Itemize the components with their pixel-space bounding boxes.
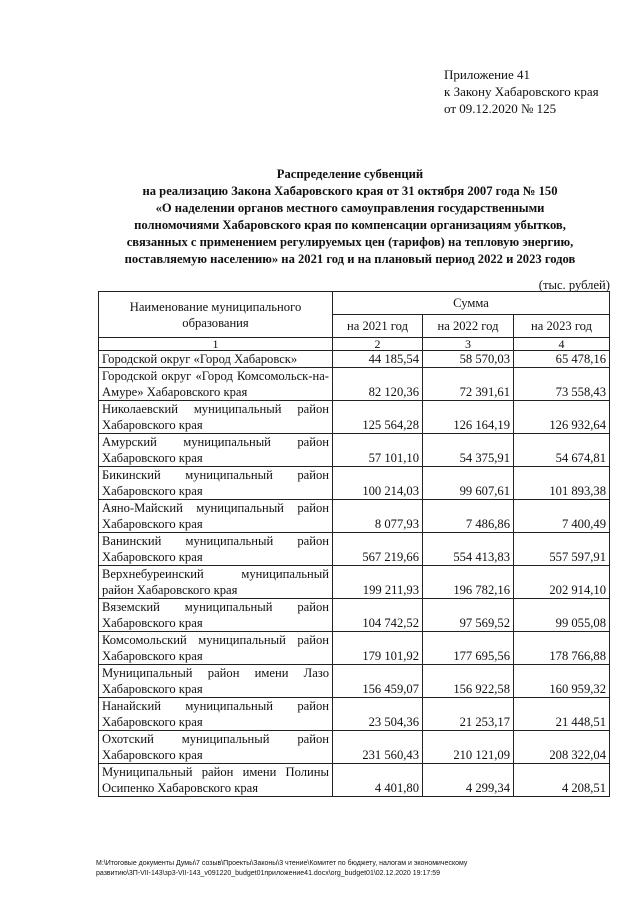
column-number-4: 4 [514,338,610,351]
table-row [99,632,610,665]
table-row [99,434,610,467]
title-line-1: Распределение субвенций [276,167,424,181]
municipality-name: Городской округ «Город Комсомольск-на-Амуре» Хабаровского края [99,368,333,401]
header-year-2021: на 2021 год [333,315,423,338]
table-row [99,351,610,368]
municipality-name: Нанайский муниципальный район Хабаровского края [99,698,333,731]
amount-2023: 21 448,51 [514,698,610,731]
amount-2023: 99 055,08 [514,599,610,632]
title-line-2: на реализацию Закона Хабаровского края от 31 октября 2007 года № 150 [142,184,558,198]
amount-2023: 7 400,49 [514,500,610,533]
amount-2022: 7 486,86 [423,500,514,533]
header-sum: Сумма [333,292,610,315]
amount-2022: 554 413,83 [423,533,514,566]
municipality-name: Верхнебуреинский муниципальный район Хабаровского края [99,566,333,599]
header-municipality: Наименование муниципального образования [99,292,333,338]
table-row [99,500,610,533]
amount-2021: 125 564,28 [333,401,423,434]
amount-2023: 126 932,64 [514,401,610,434]
title-line-6: поставляемую населению» на 2021 год и на плановый период 2022 и 2023 годов [124,252,576,266]
table-header-row [99,292,610,315]
table-row [99,731,610,764]
amount-2022: 58 570,03 [423,351,514,368]
amount-2023: 4 208,51 [514,764,610,797]
municipality-name: Комсомольский муниципальный район Хабаровского края [99,632,333,665]
amount-2022: 210 121,09 [423,731,514,764]
table-row [99,566,610,599]
column-number-3: 3 [423,338,514,351]
table-row [99,467,610,500]
municipality-name: Муниципальный район имени Полины Осипенко Хабаровского края [99,764,333,797]
municipality-name: Ванинский муниципальный район Хабаровского края [99,533,333,566]
amount-2022: 4 299,34 [423,764,514,797]
amount-2022: 156 922,58 [423,665,514,698]
table-row [99,764,610,797]
amount-2022: 54 375,91 [423,434,514,467]
appendix-reference [444,66,599,117]
amount-2022: 126 164,19 [423,401,514,434]
municipality-name: Бикинский муниципальный район Хабаровского края [99,467,333,500]
amount-2021: 567 219,66 [333,533,423,566]
table-row [99,533,610,566]
amount-2021: 100 214,03 [333,467,423,500]
amount-2022: 177 695,56 [423,632,514,665]
units-label: (тыс. рублей) [538,278,610,292]
amount-2021: 231 560,43 [333,731,423,764]
title-line-4: полномочиями Хабаровского края по компенсации организациям убытков, [134,218,566,232]
column-number-2: 2 [333,338,423,351]
header-year-2023: на 2023 год [514,315,610,338]
column-number-1: 1 [99,338,333,351]
table-row [99,368,610,401]
header-year-2022: на 2022 год [423,315,514,338]
amount-2021: 179 101,92 [333,632,423,665]
amount-2023: 54 674,81 [514,434,610,467]
appendix-date: от 09.12.2020 № 125 [444,101,557,116]
amount-2023: 160 959,32 [514,665,610,698]
appendix-number: Приложение 41 [444,67,531,82]
table-row [99,698,610,731]
table-row [99,401,610,434]
amount-2022: 99 607,61 [423,467,514,500]
amount-2021: 156 459,07 [333,665,423,698]
file-path-footer [96,859,606,879]
amount-2023: 101 893,38 [514,467,610,500]
appendix-law: к Закону Хабаровского края [444,84,599,99]
municipality-name: Амурский муниципальный район Хабаровского края [99,434,333,467]
subvention-table [98,291,610,797]
amount-2021: 82 120,36 [333,368,423,401]
municipality-name: Аяно-Майский муниципальный район Хабаровского края [99,500,333,533]
column-number-row [99,338,610,351]
amount-2023: 202 914,10 [514,566,610,599]
amount-2022: 196 782,16 [423,566,514,599]
municipality-name: Муниципальный район имени Лазо Хабаровского края [99,665,333,698]
municipality-name: Вяземский муниципальный район Хабаровского края [99,599,333,632]
amount-2023: 178 766,88 [514,632,610,665]
amount-2021: 57 101,10 [333,434,423,467]
amount-2021: 8 077,93 [333,500,423,533]
municipality-name: Городской округ «Город Хабаровск» [99,351,333,368]
amount-2023: 65 478,16 [514,351,610,368]
table-row [99,599,610,632]
table-row [99,665,610,698]
footer-path-line-2: развитию\3П-VII-143\зр3-VII-143_v091220_budget01приложение41.docx\org_budget01\02.12.2020 19:17:59 [96,870,441,877]
amount-2023: 73 558,43 [514,368,610,401]
amount-2022: 72 391,61 [423,368,514,401]
document-title [96,166,604,268]
amount-2022: 21 253,17 [423,698,514,731]
municipality-name: Николаевский муниципальный район Хабаровского края [99,401,333,434]
amount-2023: 557 597,91 [514,533,610,566]
municipality-name: Охотский муниципальный район Хабаровского края [99,731,333,764]
amount-2022: 97 569,52 [423,599,514,632]
amount-2021: 104 742,52 [333,599,423,632]
amount-2021: 44 185,54 [333,351,423,368]
amount-2021: 4 401,80 [333,764,423,797]
amount-2021: 199 211,93 [333,566,423,599]
amount-2023: 208 322,04 [514,731,610,764]
footer-path-line-1: M:\Итоговые документы Думы\7 созыв\Проекты\Законы\3 чтение\Комитет по бюджету, налогам и экономическому [96,860,468,867]
title-line-3: «О наделении органов местного самоуправления государственными [155,201,545,215]
amount-2021: 23 504,36 [333,698,423,731]
title-line-5: связанных с применением регулируемых цен (тарифов) на тепловую энергию, [126,235,574,249]
